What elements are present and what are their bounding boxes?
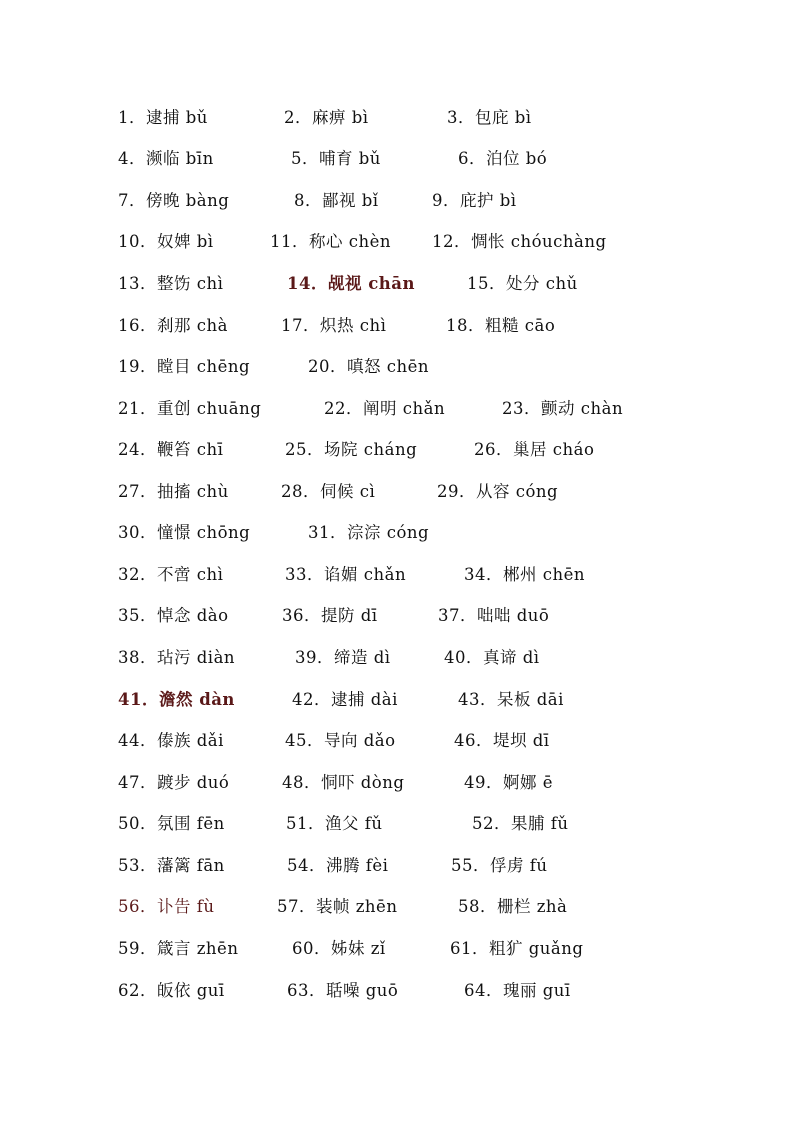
vocab-entry: 13．整饬 chì [118,274,224,293]
vocab-entry: 32．不啻 chì [118,565,224,584]
vocab-entry: 3．包庇 bì [447,108,532,127]
vocab-entry: 10．奴婢 bì [118,232,214,251]
vocab-entry: 55．俘虏 fú [451,856,548,875]
vocab-entry: 27．抽搐 chù [118,482,229,501]
vocab-entry: 47．踱步 duó [118,773,230,792]
vocab-row [0,854,794,878]
vocab-entry: 53．藩篱 fān [118,856,225,875]
vocab-entry: 12．惆怅 chóuchàng [432,232,607,251]
vocab-entry: 15．处分 chǔ [467,274,578,293]
vocab-row [0,895,794,919]
vocab-row [0,189,794,213]
vocab-entry: 54．沸腾 fèi [287,856,389,875]
vocab-entry: 46．堤坝 dī [454,731,550,750]
vocab-entry: 61．粗犷 guǎng [450,939,584,958]
vocab-entry: 42．逮捕 dài [292,690,398,709]
vocab-entry: 60．姊妹 zǐ [292,939,386,958]
vocab-entry: 16．刹那 chà [118,316,228,335]
vocab-row [0,688,794,712]
vocab-row [0,563,794,587]
vocab-entry: 9．庇护 bì [432,191,517,210]
vocab-entry: 33．谄媚 chǎn [285,565,407,584]
vocab-entry: 36．提防 dī [282,606,378,625]
vocab-row [0,521,794,545]
vocab-entry: 4．濒临 bīn [118,149,214,168]
vocab-entry: 56．讣告 fù [118,897,215,916]
vocab-entry: 30．憧憬 chōng [118,523,251,542]
vocab-entry: 58．栅栏 zhà [458,897,568,916]
vocab-entry: 25．场院 cháng [285,440,418,459]
vocab-entry: 23．颤动 chàn [502,399,624,418]
vocab-row [0,812,794,836]
vocab-entry: 50．氛围 fēn [118,814,225,833]
vocab-entry: 38．玷污 diàn [118,648,236,667]
vocab-row [0,355,794,379]
vocab-entry: 7．傍晚 bàng [118,191,230,210]
vocab-entry: 43．呆板 dāi [458,690,564,709]
vocab-entry: 62．皈依 guī [118,981,225,1000]
vocab-entry: 19．瞠目 chēng [118,357,251,376]
vocab-entry: 45．导向 dǎo [285,731,396,750]
vocab-entry: 8．鄙视 bǐ [294,191,379,210]
vocab-entry: 22．阐明 chǎn [324,399,446,418]
vocab-entry: 37．咄咄 duō [438,606,550,625]
vocab-entry: 40．真谛 dì [444,648,540,667]
vocab-row [0,147,794,171]
vocab-entry: 35．悼念 dào [118,606,229,625]
vocab-entry: 20．嗔怒 chēn [308,357,429,376]
vocab-entry: 5．哺育 bǔ [291,149,381,168]
vocab-entry: 59．箴言 zhēn [118,939,239,958]
vocab-row [0,480,794,504]
vocab-entry: 28．伺候 cì [281,482,376,501]
vocab-entry: 44．傣族 dǎi [118,731,224,750]
vocab-row [0,729,794,753]
vocab-row [0,646,794,670]
vocab-row [0,230,794,254]
vocab-row [0,604,794,628]
vocab-entry: 57．装帧 zhēn [277,897,398,916]
vocab-entry: 24．鞭笞 chī [118,440,224,459]
vocab-entry: 21．重创 chuāng [118,399,262,418]
vocab-row [0,771,794,795]
vocab-entry: 39．缔造 dì [295,648,391,667]
vocab-row [0,314,794,338]
vocab-entry: 11．称心 chèn [270,232,391,251]
vocab-row [0,937,794,961]
vocab-entry: 48．恫吓 dòng [282,773,405,792]
vocab-entry: 1．逮捕 bǔ [118,108,208,127]
vocab-entry: 2．麻痹 bì [284,108,369,127]
vocab-entry: 18．粗糙 cāo [446,316,556,335]
vocab-entry: 29．从容 cóng [437,482,559,501]
vocab-entry: 14．觇视 chān [287,274,415,293]
vocab-row [0,272,794,296]
vocab-entry: 63．聒噪 guō [287,981,399,1000]
vocab-entry: 64．瑰丽 guī [464,981,571,1000]
vocab-entry: 31．淙淙 cóng [308,523,430,542]
vocab-entry: 34．郴州 chēn [464,565,585,584]
vocab-row [0,106,794,130]
vocab-entry: 6．泊位 bó [458,149,548,168]
vocab-row [0,979,794,1003]
vocab-entry: 51．渔父 fǔ [286,814,383,833]
vocab-entry: 26．巢居 cháo [474,440,595,459]
vocab-entry: 52．果脯 fǔ [472,814,569,833]
vocab-entry: 17．炽热 chì [281,316,387,335]
vocab-entry: 41．澹然 dàn [118,690,235,709]
vocab-row [0,397,794,421]
vocab-row [0,438,794,462]
vocab-entry: 49．婀娜 ē [464,773,554,792]
